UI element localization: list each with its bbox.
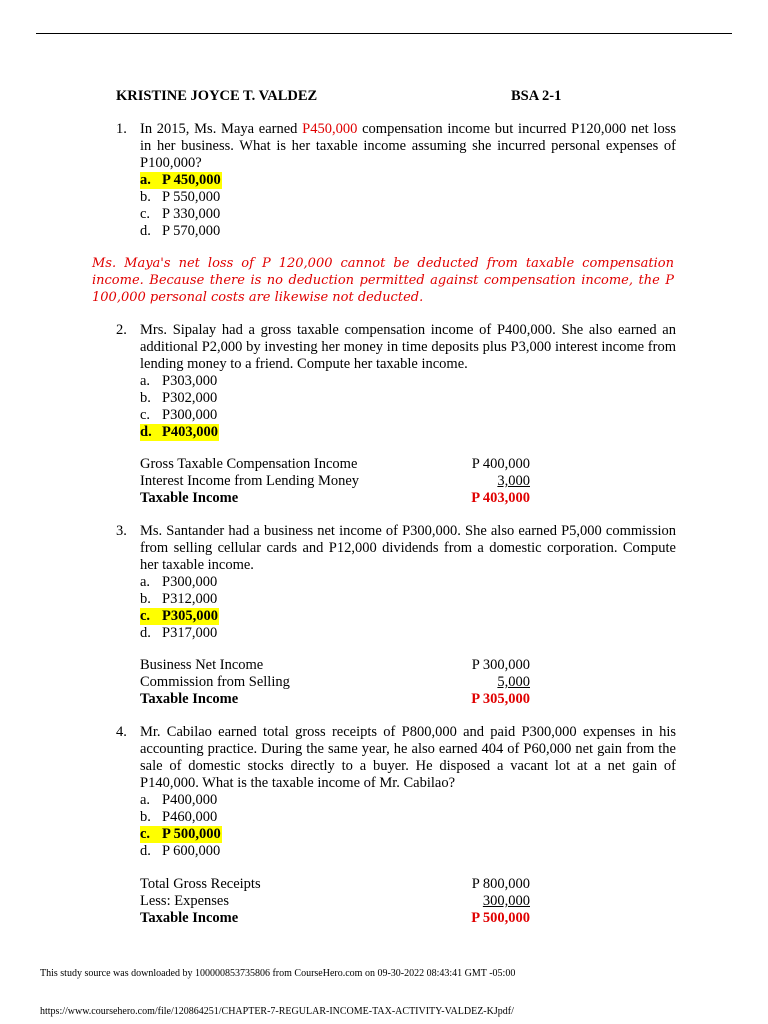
answer-choices [140,792,676,860]
choice-d: d. P403,000 [140,424,218,440]
computation-row: Gross Taxable Compensation Income P 400,000 [140,456,530,472]
computation-row: Less: Expenses 300,000 [140,893,530,909]
computation-total: Taxable Income P 305,000 [140,691,530,707]
computation-row: Interest Income from Lending Money 3,000 [140,473,530,489]
student-name: KRISTINE JOYCE T. VALDEZ [116,88,318,104]
choice-b: b. P460,000 [140,809,218,825]
question-1 [116,121,676,240]
choice-d: d. P 600,000 [140,843,221,859]
computation-3 [140,657,530,708]
download-notice: This study source was downloaded by 100000853735806 from CourseHero.com on 09-30-2022 08:43:41 GMT -05:00 [40,968,516,979]
question-text: Ms. Santander had a business net income of P300,000. She also earned P5,000 commission from selling cellular cards and P12,000 dividends from a domestic corporation. Compute her taxable income. [140,523,676,573]
computation-row: Commission from Selling 5,000 [140,674,530,690]
computation-4 [140,876,530,927]
choice-a: a. P303,000 [140,373,218,389]
choice-b: b. P312,000 [140,591,218,607]
choice-c: c. P300,000 [140,407,218,423]
answer-choices [140,373,676,441]
question-3 [116,523,676,642]
choice-a: a. P300,000 [140,574,218,590]
question-number: 1. [116,121,127,137]
section-label: BSA 2-1 [511,88,562,104]
highlighted-amount: P450,000 [302,121,358,137]
choice-d: d. P 570,000 [140,223,221,239]
question-number: 2. [116,322,127,338]
answer-choices [140,172,676,240]
question-text: Mrs. Sipalay had a gross taxable compensation income of P400,000. She also earned an additional P2,000 by investing her money in time deposits plus P3,000 interest income from lending money to a friend. Compute her taxable income. [140,322,676,372]
question-4 [116,724,676,860]
question-text: In 2015, Ms. Maya earned P450,000 compensation income but incurred P120,000 net loss in her business. What is her taxable income assuming she incurred personal expenses of P100,000? [140,121,676,171]
choice-c: c. P305,000 [140,608,218,624]
choice-c: c. P 500,000 [140,826,221,842]
choice-a: a. P 450,000 [140,172,221,188]
computation-total: Taxable Income P 500,000 [140,910,530,926]
computation-total: Taxable Income P 403,000 [140,490,530,506]
choice-c: c. P 330,000 [140,206,221,222]
choice-b: b. P 550,000 [140,189,221,205]
choice-b: b. P302,000 [140,390,218,406]
computation-row: Total Gross Receipts P 800,000 [140,876,530,892]
top-rule [36,33,732,34]
computation-2 [140,456,530,507]
question-2 [116,322,676,441]
choice-a: a. P400,000 [140,792,218,808]
explanation-note: Ms. Maya's net loss of P 120,000 cannot be deducted from taxable compensation income. Because there is no deduction permitted against compensation income, the P 100,000 personal costs are likewise not deducted. [92,256,674,305]
question-number: 4. [116,724,127,740]
question-number: 3. [116,523,127,539]
answer-choices [140,574,676,642]
question-text: Mr. Cabilao earned total gross receipts of P800,000 and paid P300,000 expenses in his accounting practice. During the same year, he also earned 404 of P60,000 net gain from the sale of domestic stocks directly to a buyer. He disposed a vacant lot at a net gain of P140,000. What is the taxable income of Mr. Cabilao? [140,724,676,791]
source-url-link[interactable]: https://www.coursehero.com/file/120864251/CHAPTER-7-REGULAR-INCOME-TAX-ACTIVITY-VALDEZ-KJpdf/ [40,1006,514,1017]
computation-row: Business Net Income P 300,000 [140,657,530,673]
choice-d: d. P317,000 [140,625,218,641]
